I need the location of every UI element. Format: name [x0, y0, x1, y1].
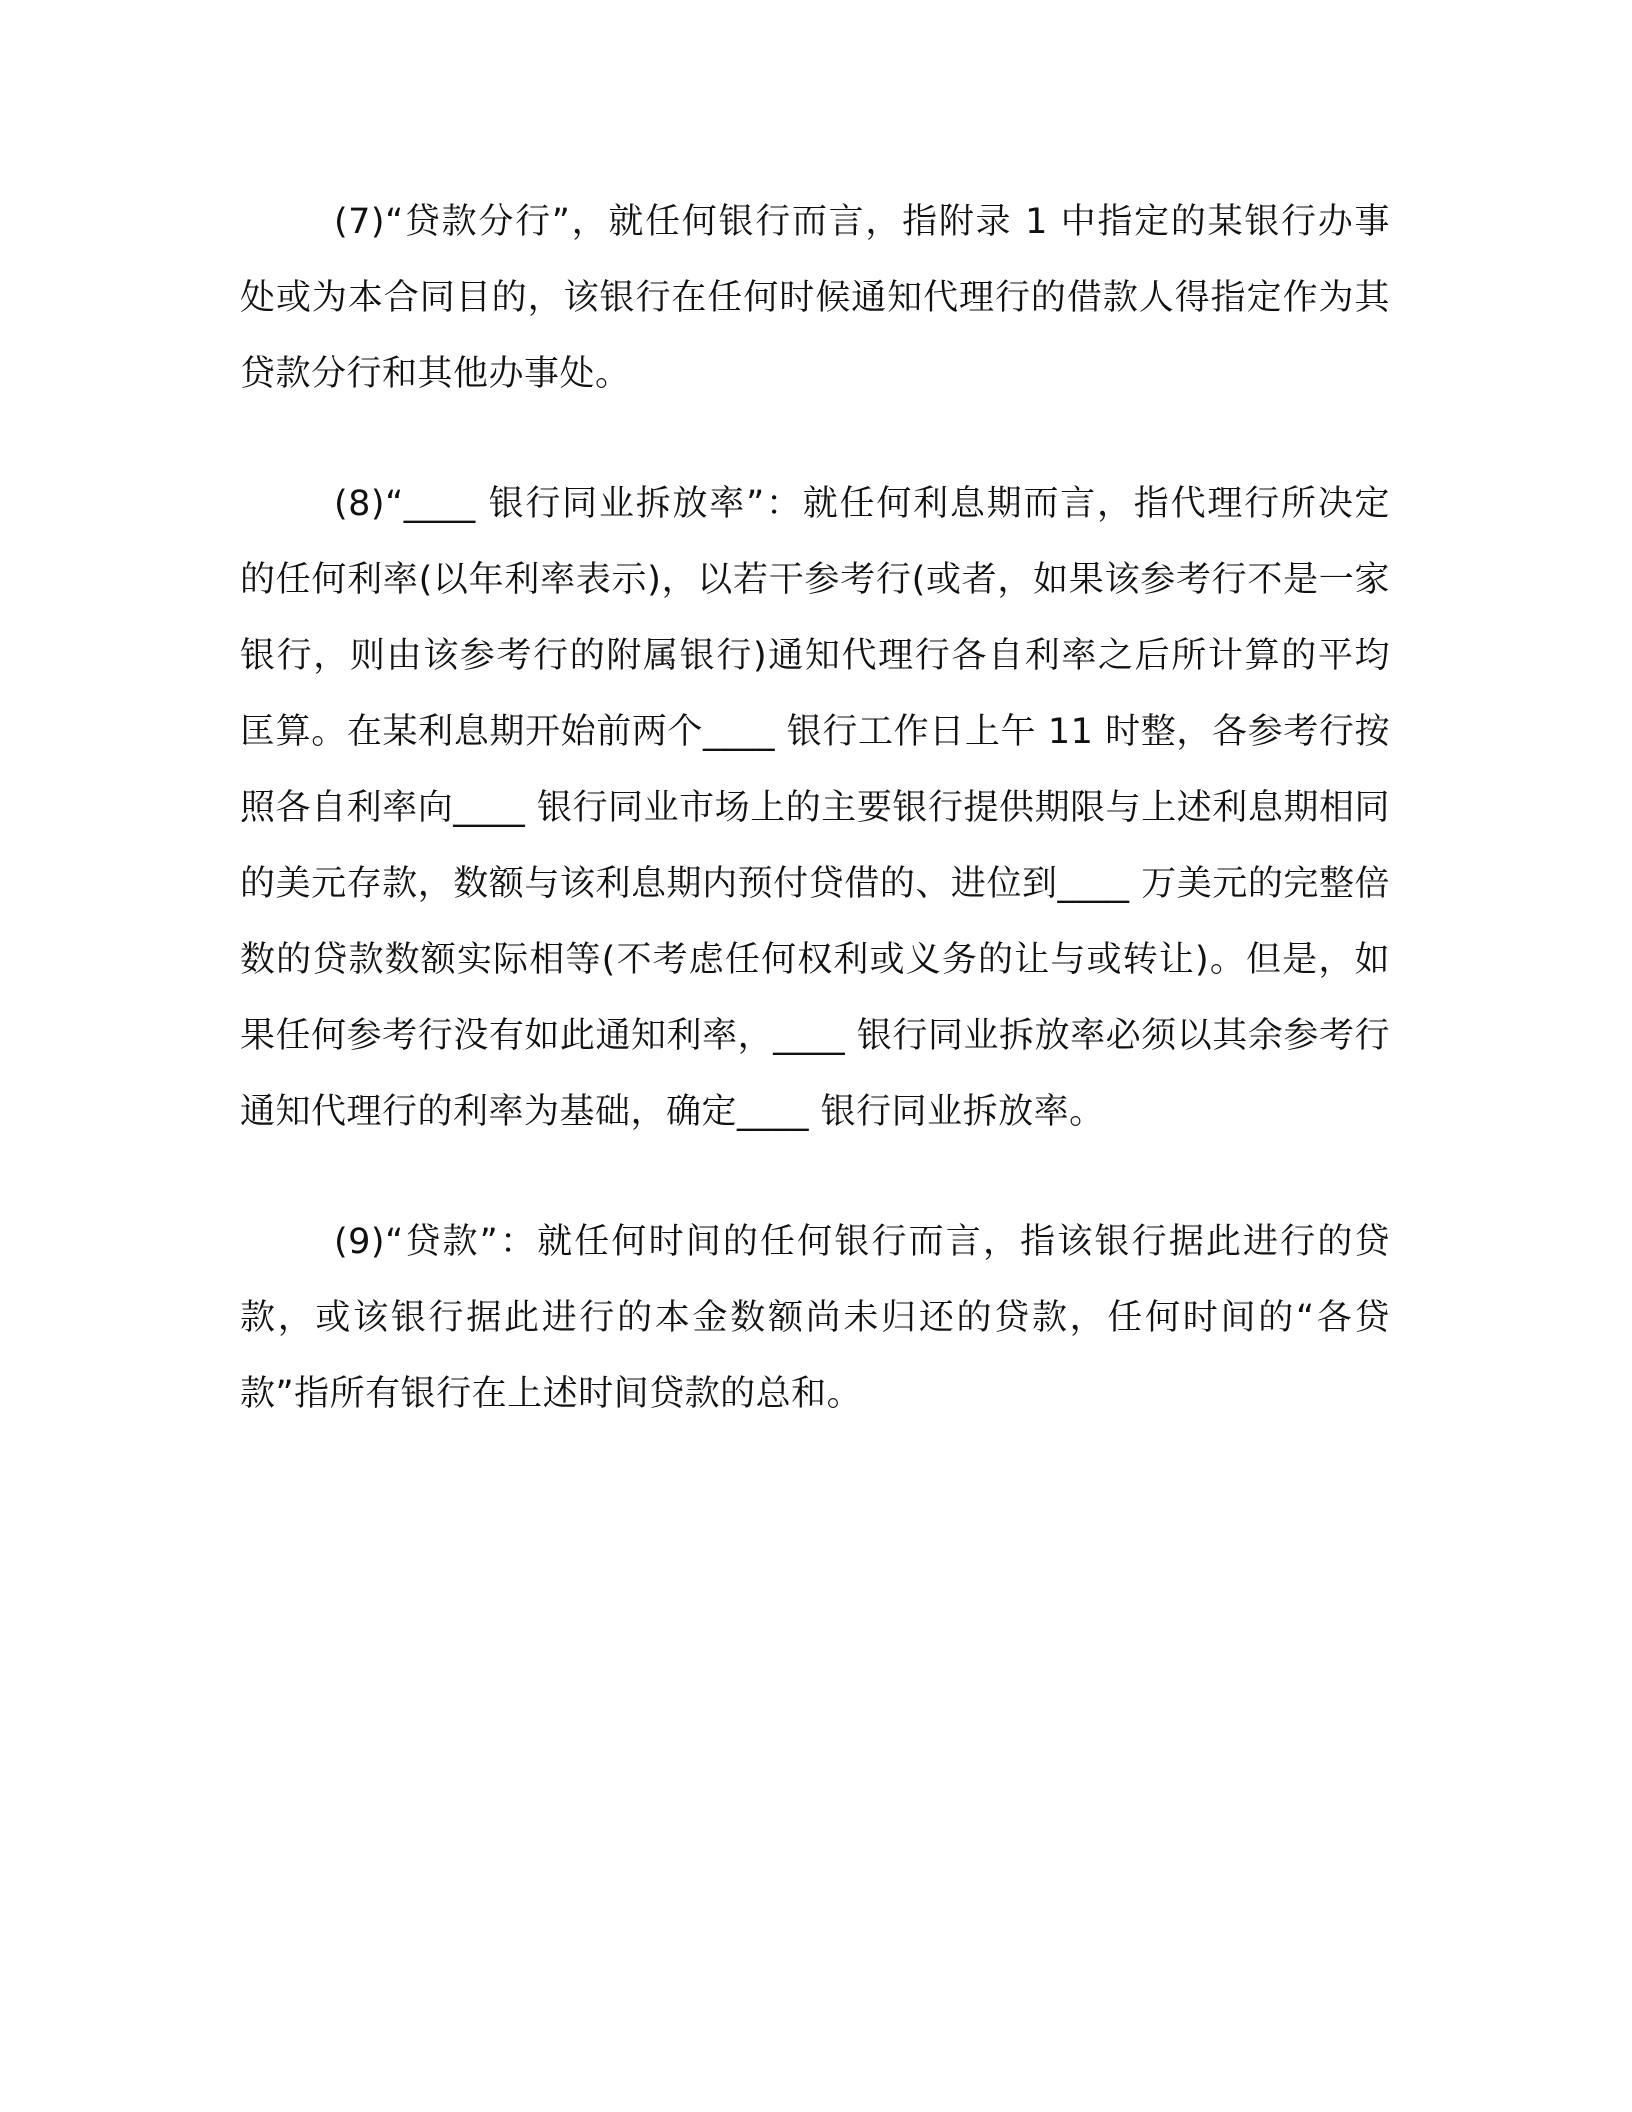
- document-body: [240, 184, 1390, 1486]
- paragraph-interbank-offered-rate: (8)“____ 银行同业拆放率”：就任何利息期而言，指代理行所决定的任何利率(以年利率表示)，以若干参考行(或者，如果该参考行不是一家银行，则由该参考行的附属银行)通知代理行各自利率之后所计算的平均匡算。在某利息期开始前两个____ 银行工作日上午 11 时整，各参考行按照各自利率向____ 银行同业市场上的主要银行提供期限与上述利息期相同的美元存款，数额与该利息期内预付贷借的、进位到____ 万美元的完整倍数的贷款数额实际相等(不考虑任何权利或义务的让与或转让)。但是，如果任何参考行没有如此通知利率，____ 银行同业拆放率必须以其余参考行通知代理行的利率为基础，确定____ 银行同业拆放率。: [240, 484, 1390, 1132]
- paragraph-loan: (9)“贷款”：就任何时间的任何银行而言，指该银行据此进行的贷款，或该银行据此进行的本金数额尚未归还的贷款，任何时间的“各贷款”指所有银行在上述时间贷款的总和。: [240, 1222, 1390, 1414]
- paragraph-loan-branch: (7)“贷款分行”，就任何银行而言，指附录 1 中指定的某银行办事处或为本合同目的，该银行在任何时候通知代理行的借款人得指定作为其贷款分行和其他办事处。: [240, 202, 1390, 394]
